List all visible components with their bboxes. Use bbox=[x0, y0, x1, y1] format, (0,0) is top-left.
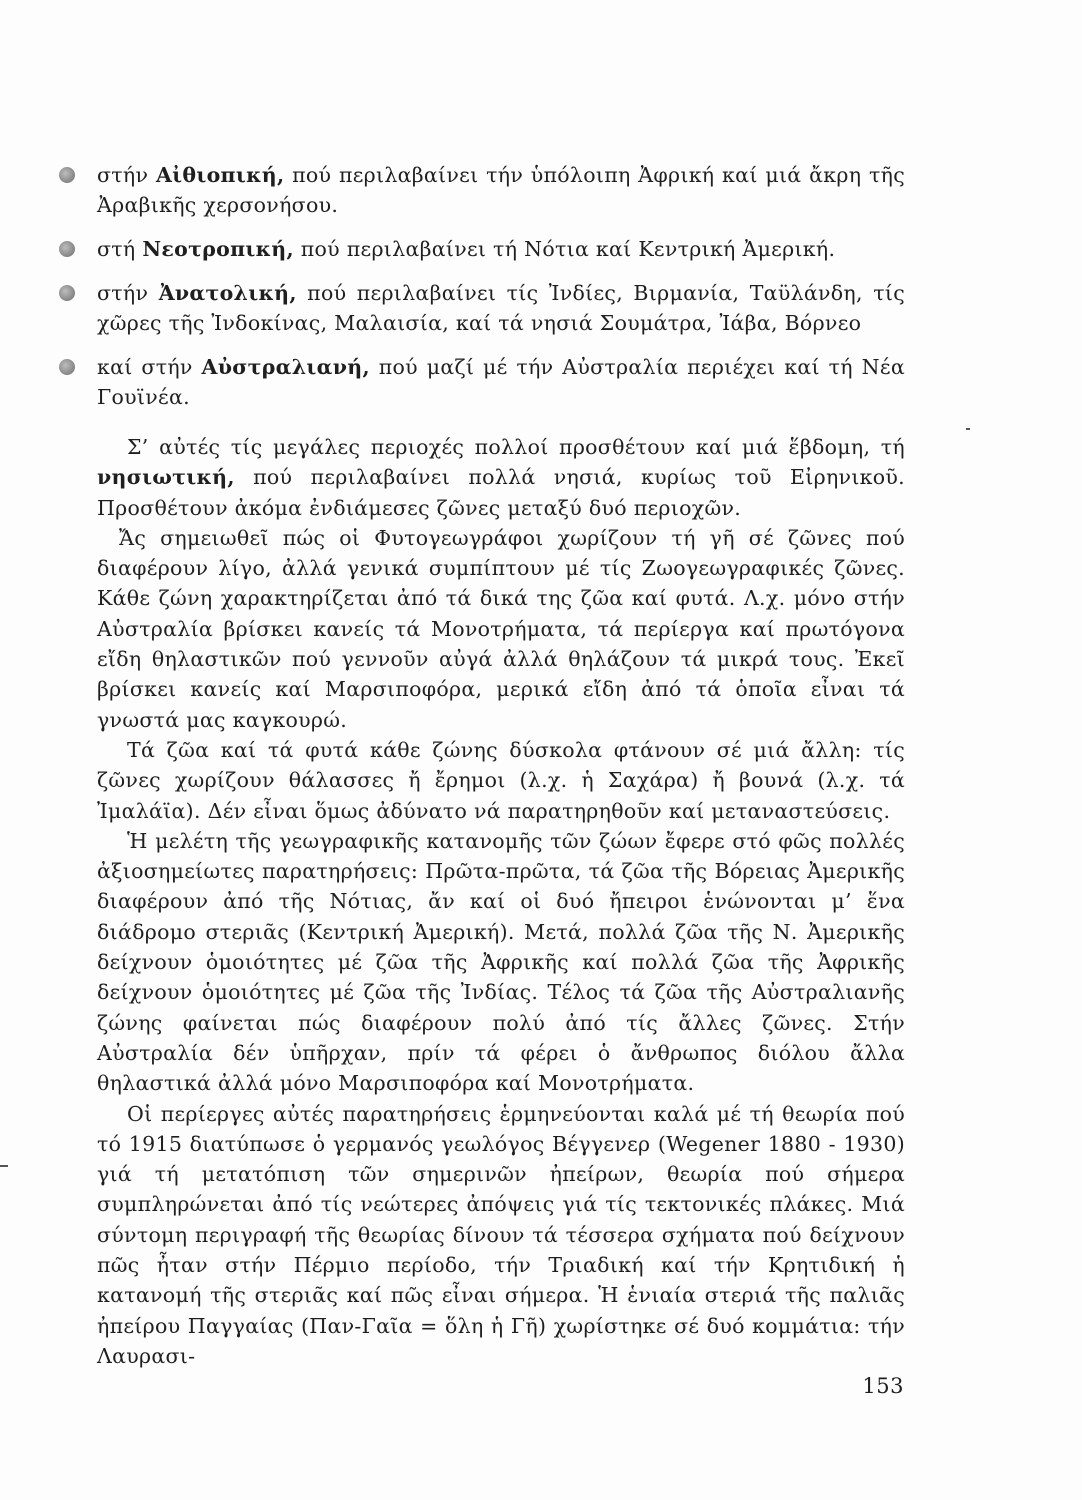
bullet-dot-icon bbox=[59, 359, 75, 375]
scan-speck bbox=[0, 1165, 8, 1167]
bullet-prefix: στήν bbox=[97, 281, 159, 305]
bullet-term: Αὐστραλιανή, bbox=[201, 355, 370, 379]
scan-speck bbox=[966, 428, 970, 430]
bullet-text: πού περιλαβαίνει τήν ὑπόλοιπη Ἀφρική καί μιά ἄκρη τῆς Ἀραβικῆς χερσονήσου. bbox=[97, 163, 905, 217]
bullet-prefix: στήν bbox=[97, 163, 156, 187]
paragraph-seventh-region bbox=[97, 432, 905, 523]
paragraph-phytogeography: Ἄς σημειωθεῖ πώς οἱ Φυτογεωγράφοι χωρίζουν τή γῆ σέ ζῶνες πού διαφέρουν λίγο, ἀλλά γενικά συμπίπτουν μέ τίς Ζωογεωγραφικές ζῶνες. Κάθε ζώνη χαρακτηρίζεται ἀπό τά δικά της ζῶα καί φυτά. Λ.χ. μόνο στήν Αὐστραλία βρίσκει κανείς τά Μονοτρήματα, τά περίεργα καί πρωτόγονα εἴδη θηλαστικῶν πού γεννοῦν αὐγά ἀλλά θηλάζουν τά μικρά τους. Ἐκεῖ βρίσκει κανείς καί Μαρσιποφόρα, μερικά εἴδη ἀπό τά ὁποῖα εἶναι τά γνωστά μας καγκουρώ. bbox=[97, 525, 905, 732]
paragraph-text: πού περιλαβαίνει πολλά νησιά, κυρίως τοῦ Εἰρηνικοῦ. Προσθέτουν ἀκόμα ἐνδιάμεσες ζῶνες μεταξύ δυό περιοχῶν. bbox=[97, 465, 905, 520]
bullet-item-australian bbox=[97, 352, 905, 412]
page-number: 153 bbox=[862, 1374, 904, 1398]
bullet-text: πού περιλαβαίνει τίς Ἰνδίες, Βιρμανία, Ταϋλάνδη, τίς χῶρες τῆς Ἰνδοκίνας, Μαλαισία, καί τά νησιά Σουμάτρα, Ἰάβα, Βόρνεο bbox=[97, 281, 905, 335]
bullet-prefix: στή bbox=[97, 237, 143, 261]
paragraph-text: Σ’ αὐτές τίς μεγάλες περιοχές πολλοί προσθέτουν καί μιά ἕβδομη, τή bbox=[127, 435, 905, 459]
paragraph-term: νησιωτική, bbox=[97, 465, 235, 490]
paragraph-migration: Τά ζῶα καί τά φυτά κάθε ζώνης δύσκολα φτάνουν σέ μιά ἄλλη: τίς ζῶνες χωρίζουν θάλασσες ἤ ἔρημοι (λ.χ. ἡ Σαχάρα) ἤ βουνά (λ.χ. τά Ἰμαλάϊα). Δέν εἶναι ὅμως ἀδύνατο νά παρατηρηθοῦν καί μεταναστεύσεις. bbox=[97, 737, 905, 823]
bullet-prefix: καί στήν bbox=[97, 355, 202, 379]
bullet-text: πού περιλαβαίνει τή Νότια καί Κεντρική Ἀμερική. bbox=[293, 237, 836, 261]
bullet-dot-icon bbox=[59, 241, 75, 257]
bullet-dot-icon bbox=[59, 167, 75, 183]
bullet-dot-icon bbox=[59, 285, 75, 301]
bullet-term: Νεοτροπική, bbox=[142, 237, 294, 261]
bullet-term: Ἀνατολική, bbox=[158, 281, 297, 305]
paragraph-wegener-theory: Οἱ περίεργες αὐτές παρατηρήσεις ἑρμηνεύονται καλά μέ τή θεωρία πού τό 1915 διατύπωσε ὁ γερμανός γεωλόγος Βέγγενερ (Wegener 1880 - 1930) γιά τή μετατόπιση τῶν σημερινῶν ἠπείρων, θεωρία πού σήμερα συμπληρώνεται ἀπό τίς νεώτερες ἀπόψεις γιά τίς τεκτονικές πλάκες. Μιά σύντομη περιγραφή τῆς θεωρίας δίνουν τά τέσσερα σχήματα πού δείχνουν πῶς ἦταν στήν Πέρμιο περίοδο, τήν Τριαδική καί τήν Κρητιδική ἡ κατανομή τῆς στεριᾶς καί πῶς εἶναι σήμερα. Ἡ ἑνιαία στεριά τῆς παλιᾶς ἠπείρου Παγγαίας (Παν-Γαῖα = ὅλη ἡ Γῆ) χωρίστηκε σέ δυό κομμάτια: τήν Λαυρασι- bbox=[97, 1101, 905, 1368]
bullet-item-ethiopian bbox=[97, 160, 905, 220]
text-column bbox=[97, 160, 905, 1371]
bullet-item-oriental bbox=[97, 278, 905, 338]
bullet-term: Αἰθιοπική, bbox=[155, 163, 285, 187]
paragraph-observations: Ἡ μελέτη τῆς γεωγραφικῆς κατανομῆς τῶν ζώων ἔφερε στό φῶς πολλές ἀξιοσημείωτες παρατηρήσεις: Πρῶτα-πρῶτα, τά ζῶα τῆς Βόρειας Ἀμερικῆς διαφέρουν ἀπό τῆς Νότιας, ἄν καί οἱ δυό ἤπειροι ἑνώνονται μ’ ἕνα διάδρομο στεριᾶς (Κεντρική Ἀμερική). Μετά, πολλά ζῶα τῆς Ν. Ἀμερικῆς δείχνουν ὁμοιότητες μέ ζῶα τῆς Ἀφρικῆς καί πολλά ζῶα τῆς Ἀφρικῆς δείχνουν ὁμοιότητες μέ ζῶα τῆς Ἰνδίας. Τέλος τά ζῶα τῆς Αὐστραλιανῆς ζώνης φαίνεται πώς διαφέρουν πολύ ἀπό τίς ἄλλες ζῶνες. Στήν Αὐστραλία δέν ὑπῆρχαν, πρίν τά φέρει ὁ ἄνθρωπος διόλου ἄλλα θηλαστικά ἀλλά μόνο Μαρσιποφόρα καί Μονοτρήματα. bbox=[97, 828, 905, 1096]
bullet-text: πού μαζί μέ τήν Αὐστραλία περιέχει καί τή Νέα Γουϊνέα. bbox=[97, 355, 905, 409]
bullet-item-neotropical bbox=[97, 234, 905, 264]
